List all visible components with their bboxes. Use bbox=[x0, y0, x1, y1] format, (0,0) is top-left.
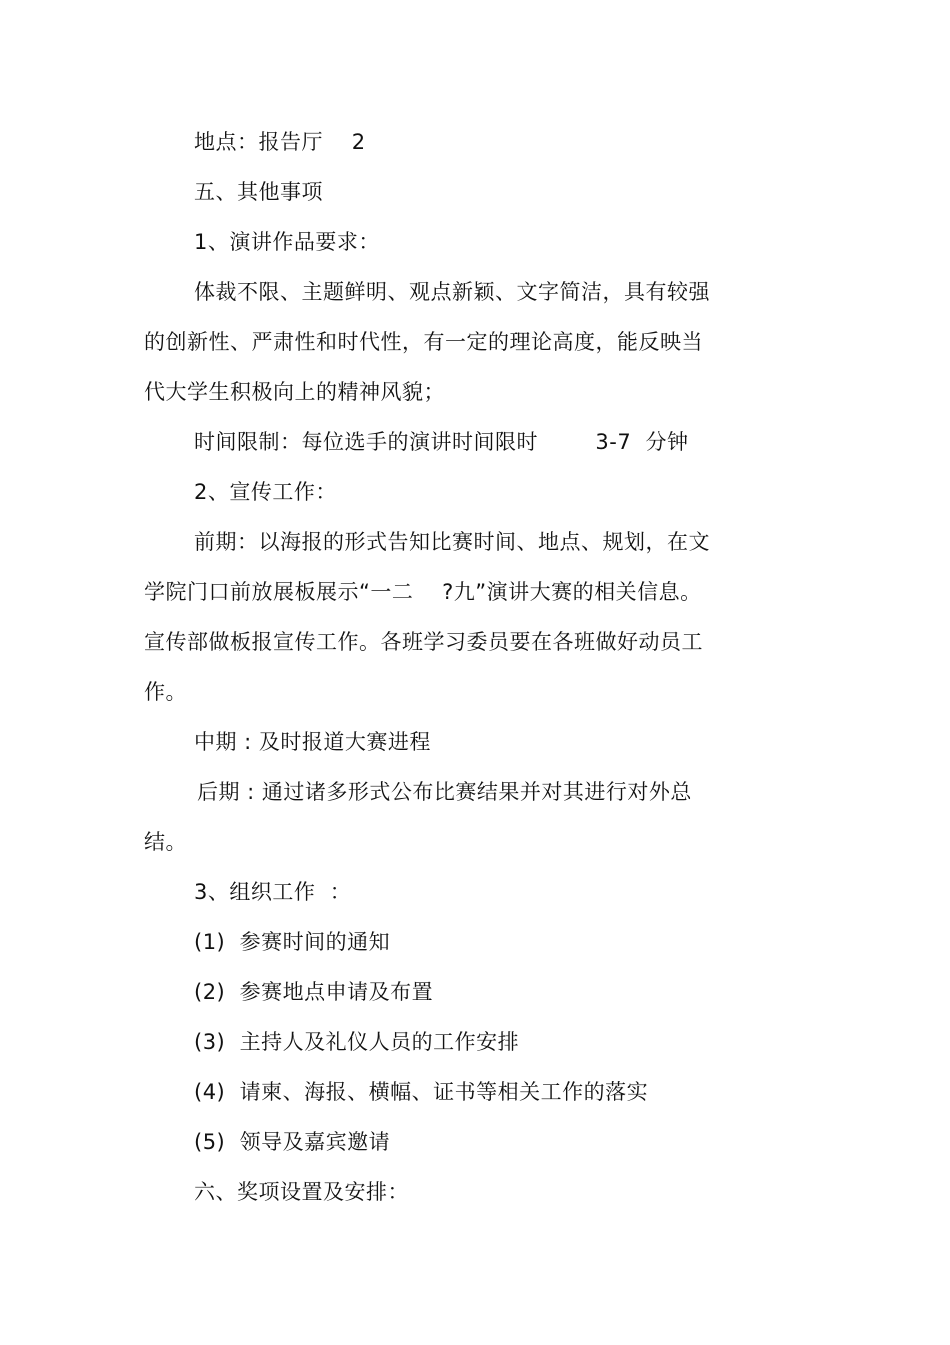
list-item: (1) 参赛时间的通知 bbox=[194, 930, 391, 954]
subheading-publicity: 2、宣传工作： bbox=[194, 480, 337, 504]
paragraph-line: 宣传部做板报宣传工作。各班学习委员要在各班做好动员工 bbox=[144, 630, 703, 654]
paragraph-line: 学院门口前放展板展示“一二 ?九”演讲大赛的相关信息。 bbox=[144, 580, 702, 604]
paragraph-line: 后期 : 通过诸多形式公布比赛结果并对其进行对外总 bbox=[197, 780, 692, 804]
section-heading-other-matters: 五、其他事项 bbox=[194, 180, 323, 204]
list-item: (3) 主持人及礼仪人员的工作安排 bbox=[194, 1030, 520, 1054]
list-item: (4) 请柬、海报、横幅、证书等相关工作的落实 bbox=[194, 1080, 649, 1104]
subheading-organization: 3、组织工作 ： bbox=[194, 880, 352, 904]
paragraph-line: 结。 bbox=[144, 830, 187, 854]
paragraph-line: 作。 bbox=[144, 680, 187, 704]
subheading-speech-requirements: 1、演讲作品要求： bbox=[194, 230, 380, 254]
paragraph-line: 的创新性、严肃性和时代性，有一定的理论高度，能反映当 bbox=[144, 330, 703, 354]
paragraph-line: 前期：以海报的形式告知比赛时间、地点、规划，在文 bbox=[194, 530, 710, 554]
list-item: (5) 领导及嘉宾邀请 bbox=[194, 1130, 391, 1154]
paragraph-line: 代大学生积极向上的精神风貌； bbox=[144, 380, 445, 404]
time-limit-line: 时间限制：每位选手的演讲时间限时 3-7 分钟 bbox=[194, 430, 689, 454]
paragraph-line: 中期 : 及时报道大赛进程 bbox=[194, 730, 431, 754]
section-heading-awards: 六、奖项设置及安排： bbox=[194, 1180, 409, 1204]
list-item: (2) 参赛地点申请及布置 bbox=[194, 980, 434, 1004]
paragraph-line: 体裁不限、主题鲜明、观点新颖、文字简洁，具有较强 bbox=[194, 280, 710, 304]
venue-line: 地点：报告厅 2 bbox=[194, 130, 366, 154]
